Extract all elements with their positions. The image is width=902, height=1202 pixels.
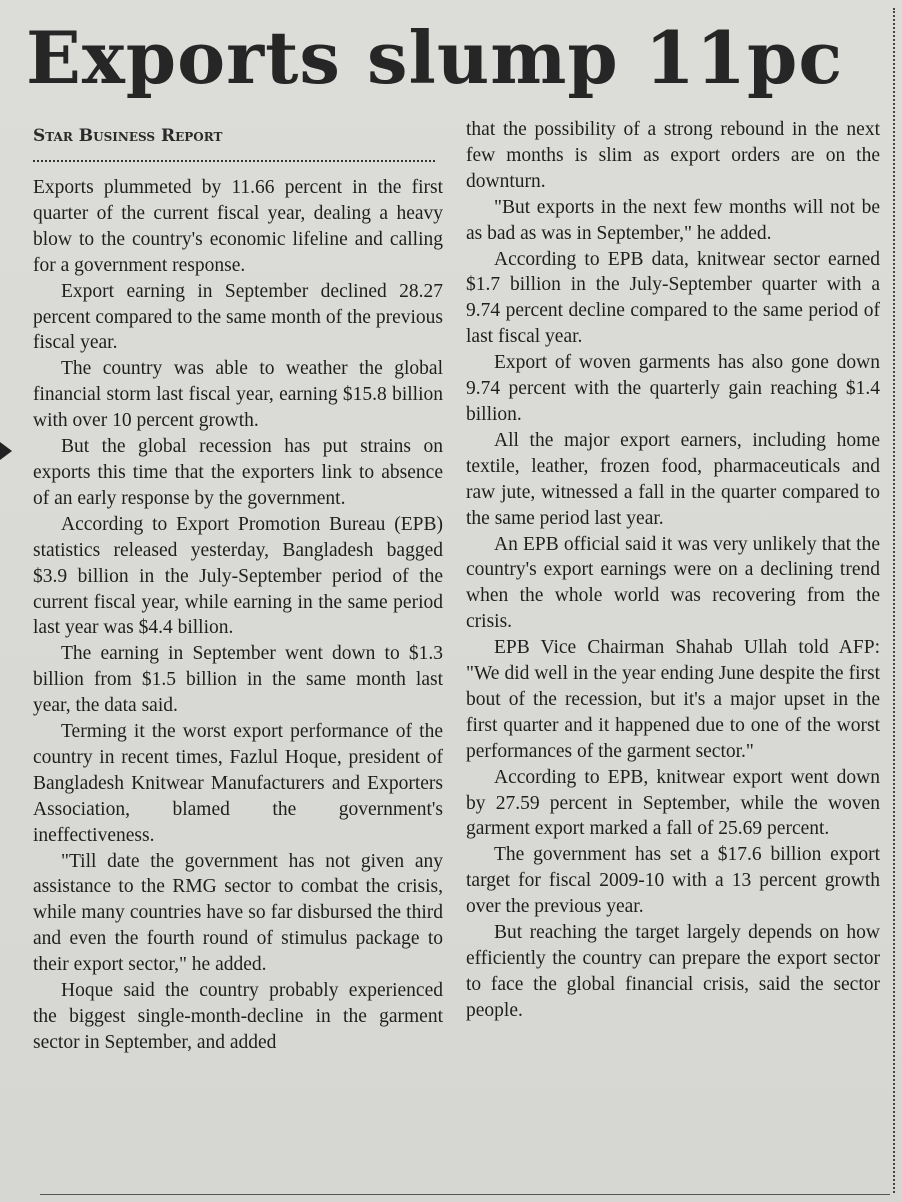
bottom-rule [40,1194,890,1195]
paragraph: that the possibility of a strong rebound in the next few months is slim as export orders are on the downturn. [466,119,880,192]
margin-arrow-marker [0,442,12,460]
paragraph: Exports plummeted by 11.66 percent in the first quarter of the current fiscal year, dealing a heavy blow to the country's economic lifeline and calling for a government response. [33,177,443,276]
paragraph: The country was able to weather the global financial storm last fiscal year, earning $15.8 billion with over 10 percent growth. [33,358,443,432]
paragraph: The earning in September went down to $1.3 billion from $1.5 billion in the same month last year, the data said. [33,643,443,717]
paragraph: Hoque said the country probably experienced the biggest single-month-decline in the garment sector in September, and added [33,980,443,1053]
article-column-right [466,117,880,1024]
byline-dotted-rule [33,160,435,162]
byline: Star Business Report [33,126,223,146]
column-dotted-rule [893,8,895,1193]
article-column-left [33,175,443,1056]
paragraph: But reaching the target largely depends on how efficiently the country can prepare the export sector to face the global financial crisis, said the sector people. [466,922,880,1021]
paragraph: EPB Vice Chairman Shahab Ullah told AFP: "We did well in the year ending June despite the first bout of the recession, but it's a major upset in the first quarter and it happened due to one of the worst performances of the garment sector." [466,637,880,762]
paragraph: An EPB official said it was very unlikely that the country's export earnings were on a declining trend when the whole world was recovering from the crisis. [466,533,880,633]
paragraph: According to EPB, knitwear export went down by 27.59 percent in September, while the woven garment export marked a fall of 25.69 percent. [466,766,880,840]
paragraph: "But exports in the next few months will not be as bad as was in September," he added. [466,196,880,244]
paragraph: All the major export earners, including home textile, leather, frozen food, pharmaceuticals and raw jute, witnessed a fall in the quarter compared to the same period last year. [466,429,880,529]
paragraph: Terming it the worst export performance of the country in recent times, Fazlul Hoque, president of Bangladesh Knitwear Manufacturers and Exporters Association, blamed the government's ineffectiveness. [33,721,443,846]
paragraph: But the global recession has put strains on exports this time that the exporters link to absence of an early response by the government. [33,436,443,509]
paragraph: According to Export Promotion Bureau (EPB) statistics released yesterday, Bangladesh bagged $3.9 billion in the July-September period of the current fiscal year, while earning in the same period last year was $4.4 billion. [33,513,443,639]
headline: Exports slump 11pc [26,15,844,100]
paragraph: Export of woven garments has also gone down 9.74 percent with the quarterly gain reaching $1.4 billion. [466,352,880,425]
paragraph: Export earning in September declined 28.27 percent compared to the same month of the previous fiscal year. [33,280,443,354]
paragraph: "Till date the government has not given any assistance to the RMG sector to combat the crisis, while many countries have so far disbursed the third and even the fourth round of stimulus package to their export sector," he added. [33,850,443,976]
paragraph: The government has set a $17.6 billion export target for fiscal 2009-10 with a 13 percent growth over the previous year. [466,844,880,918]
paragraph: According to EPB data, knitwear sector earned $1.7 billion in the July-September quarter with a 9.74 percent decline compared to the same period of last fiscal year. [466,248,880,348]
